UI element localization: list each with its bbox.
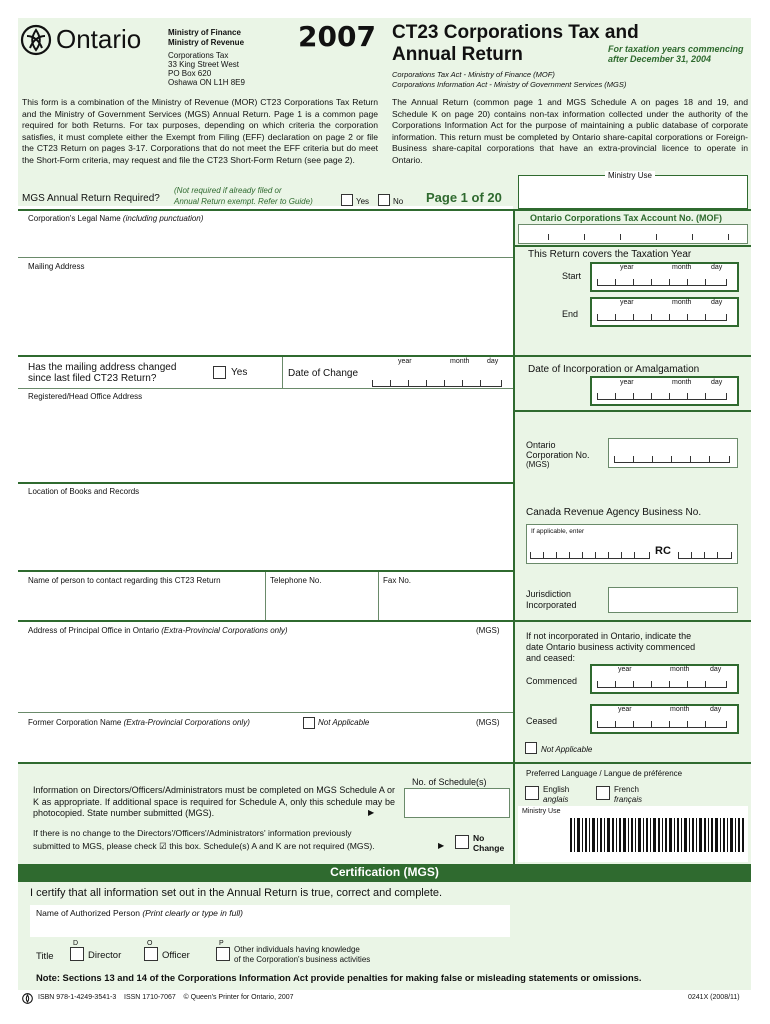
other-label-1: Other individuals having knowledge bbox=[234, 945, 360, 954]
ceased-month-head: month bbox=[670, 706, 690, 713]
french-label-1: French bbox=[614, 785, 639, 794]
books-location-input[interactable] bbox=[22, 497, 510, 567]
title-label: Title bbox=[36, 951, 54, 962]
jurisdiction-label-2: Incorporated bbox=[526, 600, 577, 610]
rule-account bbox=[515, 245, 751, 247]
top-rule bbox=[18, 209, 751, 211]
mgs-no-label: No bbox=[393, 197, 404, 206]
start-day-head: day bbox=[711, 264, 723, 271]
mailing-address-input[interactable] bbox=[22, 272, 510, 352]
inc-month-head: month bbox=[672, 379, 692, 386]
director-label: Director bbox=[88, 950, 122, 961]
mgs-required-label: MGS Annual Return Required? bbox=[22, 193, 160, 204]
directors-info-text: Information on Directors/Officers/Administrators must be completed on MGS Schedule A or K as appropriate. If additional space is required for Schedule A, only this schedule may be photocopied. State number submitted (MGS). bbox=[33, 785, 395, 818]
address-line-2: 33 King Street West bbox=[168, 60, 239, 69]
legal-name-input[interactable] bbox=[22, 224, 510, 254]
ontario-trillium-logo-icon bbox=[20, 24, 52, 56]
ceased-label: Ceased bbox=[526, 716, 558, 726]
address-line-4: Oshawa ON L1H 8E9 bbox=[168, 78, 245, 87]
former-name-not-applicable-label: Not Applicable bbox=[318, 718, 370, 727]
schedules-label: No. of Schedule(s) bbox=[412, 777, 487, 787]
rc-label: RC bbox=[655, 545, 671, 557]
officer-code: O bbox=[147, 940, 153, 947]
end-label: End bbox=[562, 309, 579, 319]
not-inc-label-2: date Ontario business activity commenced bbox=[526, 642, 696, 652]
cra-label: Canada Revenue Agency Business No. bbox=[526, 507, 702, 518]
ceased-year-head: year bbox=[618, 706, 632, 713]
cra-ticks bbox=[530, 550, 650, 559]
date-of-change-year-head: year bbox=[398, 358, 412, 365]
rule-changed bbox=[18, 388, 513, 389]
ont-corp-label-3: (MGS) bbox=[526, 460, 550, 469]
legal-name-label: Corporation's Legal Name (including punctuation) bbox=[28, 214, 204, 223]
commenced-month-head: month bbox=[670, 666, 690, 673]
form-title-1: CT23 Corporations Tax and bbox=[392, 22, 639, 43]
registered-office-label: Registered/Head Office Address bbox=[28, 392, 143, 401]
arrow-right-icon: ▶ bbox=[438, 841, 445, 850]
inc-year-head: year bbox=[620, 379, 634, 386]
intro-right: The Annual Return (common page 1 and MGS Schedule A on pages 18 and 19, and Schedule K on page 20) contains non-tax information collected under the authority of the Corporations Information Act for the purpose of maintaining a public database of corporate information. This return must be completed by Ontario share-capital corporations or Foreign-Business share-capital corporations that have an extra-provincial licence to operate in Ontario. bbox=[392, 97, 748, 165]
date-of-change-month-head: month bbox=[450, 358, 470, 365]
director-checkbox[interactable] bbox=[70, 947, 84, 961]
mgs-yes-label: Yes bbox=[356, 197, 370, 206]
date-of-change-input[interactable] bbox=[372, 378, 502, 387]
page-indicator: Page 1 of 20 bbox=[426, 190, 502, 205]
mailing-address-label: Mailing Address bbox=[28, 262, 85, 271]
end-month-head: month bbox=[672, 299, 692, 306]
other-label-2: of the Corporation's business activities bbox=[234, 955, 371, 964]
date-of-change-label: Date of Change bbox=[288, 368, 359, 379]
fax-label: Fax No. bbox=[383, 576, 412, 585]
no-change-text-2: submitted to MGS, please check ☑ this box. Schedule(s) A and K are not required (MGS). bbox=[33, 841, 375, 851]
incorporation-date-label: Date of Incorporation or Amalgamation bbox=[528, 364, 700, 375]
ont-corp-ticks bbox=[614, 454, 730, 463]
end-day-head: day bbox=[711, 299, 723, 306]
other-checkbox[interactable] bbox=[216, 947, 230, 961]
books-location-label: Location of Books and Records bbox=[28, 487, 140, 496]
commenced-day-head: day bbox=[710, 666, 722, 673]
form-year: 2007 bbox=[298, 20, 376, 53]
french-label-2: français bbox=[614, 795, 643, 804]
telephone-input[interactable] bbox=[268, 588, 376, 618]
ceased-ticks bbox=[597, 719, 727, 728]
inc-date-ticks bbox=[597, 391, 727, 400]
address-changed-label-2: since last filed CT23 Return? bbox=[28, 373, 157, 384]
director-code: D bbox=[73, 940, 79, 947]
former-name-input[interactable] bbox=[22, 730, 510, 760]
former-name-mgs-tag: (MGS) bbox=[476, 718, 500, 727]
vrule-tel bbox=[265, 572, 266, 620]
ont-corp-label-1: Ontario bbox=[526, 440, 556, 450]
principal-office-label: Address of Principal Office in Ontario (Extra-Provincial Corporations only) bbox=[28, 626, 288, 635]
not-inc-label-3: and ceased: bbox=[526, 653, 576, 663]
contact-person-label: Name of person to contact regarding this CT23 Return bbox=[28, 576, 221, 585]
rule-jurisdiction bbox=[515, 620, 751, 622]
mgs-yes-checkbox[interactable] bbox=[341, 194, 353, 206]
ontario-wordmark: Ontario bbox=[56, 24, 142, 54]
contact-person-input[interactable] bbox=[22, 588, 262, 618]
ministry-use-lower-label: Ministry Use bbox=[522, 808, 561, 815]
officer-label: Officer bbox=[162, 950, 190, 961]
not-applicable-checkbox[interactable] bbox=[525, 742, 537, 754]
taxyear-note-2: after December 31, 2004 bbox=[608, 54, 712, 64]
other-code: P bbox=[219, 940, 224, 947]
english-checkbox[interactable] bbox=[525, 786, 539, 800]
cert-title: Certification (MGS) bbox=[330, 865, 439, 879]
rule-principal bbox=[18, 712, 513, 713]
rc-ticks bbox=[678, 550, 732, 559]
start-year-head: year bbox=[620, 264, 634, 271]
ministry-use-box-top bbox=[518, 175, 748, 209]
principal-office-input[interactable] bbox=[22, 638, 510, 710]
ceased-day-head: day bbox=[710, 706, 722, 713]
registered-office-input[interactable] bbox=[22, 402, 510, 480]
footer-code: 0241X (2008/11) bbox=[688, 994, 740, 1001]
rule-incorporation bbox=[515, 410, 751, 412]
cert-statement: I certify that all information set out in the Annual Return is true, correct and complete. bbox=[30, 887, 443, 899]
address-line-3: PO Box 620 bbox=[168, 69, 212, 78]
address-changed-yes-checkbox[interactable] bbox=[213, 366, 226, 379]
rule-registered bbox=[18, 482, 513, 484]
covers-taxyear-label: This Return covers the Taxation Year bbox=[528, 249, 692, 260]
no-change-box-label-1: No bbox=[473, 833, 485, 843]
schedules-count-input[interactable] bbox=[404, 788, 510, 818]
arrow-right-icon: ▶ bbox=[368, 808, 375, 817]
ministry-finance: Ministry of Finance bbox=[168, 28, 241, 37]
address-changed-label-1: Has the mailing address changed bbox=[28, 362, 177, 373]
rule-notinc bbox=[515, 762, 751, 764]
address-changed-yes-label: Yes bbox=[231, 367, 248, 378]
fax-input[interactable] bbox=[381, 588, 509, 618]
english-label-1: English bbox=[543, 785, 570, 794]
ministry-revenue: Ministry of Revenue bbox=[168, 38, 245, 47]
rule-legal bbox=[18, 257, 513, 258]
mgs-note-2: Annual Return exempt. Refer to Guide) bbox=[174, 197, 313, 206]
jurisdiction-label-1: Jurisdiction bbox=[526, 589, 572, 599]
no-change-checkbox[interactable] bbox=[455, 835, 469, 849]
start-date-ticks bbox=[597, 277, 727, 286]
not-inc-label-1: If not incorporated in Ontario, indicate the bbox=[526, 631, 692, 641]
jurisdiction-input[interactable] bbox=[608, 587, 738, 613]
cert-note: Note: Sections 13 and 14 of the Corporations Information Act provide penalties for making false or misleading statements or omissions. bbox=[36, 972, 642, 983]
act-line-1: Corporations Tax Act - Ministry of Finance (MOF) bbox=[392, 70, 555, 79]
officer-checkbox[interactable] bbox=[144, 947, 158, 961]
not-applicable-label: Not Applicable bbox=[541, 745, 593, 754]
vrule-fax bbox=[378, 572, 379, 620]
authorized-name-label-overlay: Name of Authorized Person (Print clearly or type in full) bbox=[36, 908, 243, 918]
vrule-datechange bbox=[282, 357, 283, 388]
former-name-not-applicable-checkbox[interactable] bbox=[303, 717, 315, 729]
date-of-change-day-head: day bbox=[487, 358, 499, 365]
rule-taxyear bbox=[515, 355, 751, 357]
ont-corp-label-2: Corporation No. bbox=[526, 450, 590, 460]
footer-isbn: ISBN 978-1-4249-3541-3 ISSN 1710-7067 © Queen's Printer for Ontario, 2007 bbox=[38, 994, 294, 1001]
barcode-icon bbox=[570, 818, 746, 852]
taxyear-note-1: For taxation years commencing bbox=[608, 44, 744, 54]
end-year-head: year bbox=[620, 299, 634, 306]
mgs-no-checkbox[interactable] bbox=[378, 194, 390, 206]
commenced-year-head: year bbox=[618, 666, 632, 673]
end-date-ticks bbox=[597, 312, 727, 321]
rule-mailing bbox=[18, 355, 513, 357]
telephone-label: Telephone No. bbox=[270, 576, 322, 585]
inc-day-head: day bbox=[711, 379, 723, 386]
intro-left: This form is a combination of the Ministry of Revenue (MOR) CT23 Corporations Tax Return and the Ministry of Government Services (MGS) Annual Return. Page 1 is a common page required for both Returns. For tax purposes, depending on which criteria the corporation satisfies, it must complete either the Exempt from Filing (EFF) declaration on page 2 or file the CT23 Return on pages 3-17. Corporations that do not meet the EFF criteria but do meet the Short-Form criteria, may request and file the CT23 Short-Form Return (see page 2). bbox=[22, 97, 378, 165]
no-change-text-1: If there is no change to the Directors'/Officers'/Administrators' information previously bbox=[33, 828, 352, 838]
ont-corp-no-input[interactable] bbox=[608, 438, 738, 468]
french-checkbox[interactable] bbox=[596, 786, 610, 800]
cra-note: If applicable, enter bbox=[531, 528, 585, 535]
start-label: Start bbox=[562, 271, 582, 281]
principal-office-mgs-tag: (MGS) bbox=[476, 626, 500, 635]
ontario-logo-small-icon bbox=[22, 993, 33, 1004]
form-title-2: Annual Return bbox=[392, 44, 523, 65]
pref-language-label: Preferred Language / Langue de préférence bbox=[526, 769, 683, 778]
no-change-box-label-2: Change bbox=[473, 843, 505, 853]
address-line-1: Corporations Tax bbox=[168, 51, 229, 60]
commenced-label: Commenced bbox=[526, 676, 578, 686]
commenced-ticks bbox=[597, 679, 727, 688]
mgs-note-1: (Not required if already filed or bbox=[174, 186, 282, 195]
start-month-head: month bbox=[672, 264, 692, 271]
act-line-2: Corporations Information Act - Ministry of Government Services (MGS) bbox=[392, 80, 627, 89]
rule-former bbox=[18, 762, 513, 764]
account-no-label: Ontario Corporations Tax Account No. (MOF) bbox=[530, 213, 722, 223]
english-label-2: anglais bbox=[543, 795, 569, 804]
former-name-label: Former Corporation Name (Extra-Provincial Corporations only) bbox=[28, 718, 250, 727]
ministry-use-top-label: Ministry Use bbox=[605, 171, 655, 180]
account-no-ticks bbox=[524, 232, 740, 240]
middle-rule bbox=[513, 209, 515, 864]
rule-contact bbox=[18, 620, 513, 622]
